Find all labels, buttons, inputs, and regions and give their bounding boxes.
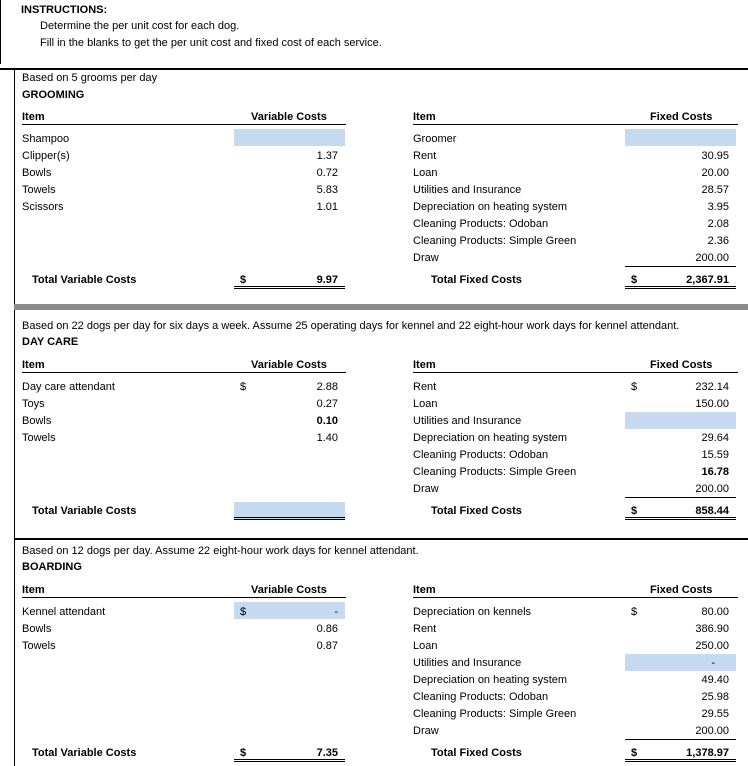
grooming-groomer-blank[interactable] bbox=[625, 129, 736, 146]
daycare-col-variable: Variable Costs bbox=[251, 359, 327, 371]
boarding-fixed-value: 200.00 bbox=[695, 725, 729, 737]
boarding-var-item: Kennel attendant bbox=[22, 606, 106, 618]
grooming-fixed-item: Cleaning Products: Simple Green bbox=[413, 235, 577, 247]
grooming-fixed-item: Depreciation on heating system bbox=[413, 201, 568, 213]
grooming-fixed-value: 3.95 bbox=[707, 201, 729, 213]
grooming-fixed-value: 30.95 bbox=[701, 150, 729, 162]
boarding-fixed-value: 80.00 bbox=[701, 606, 729, 618]
boarding-total-fixed-label: Total Fixed Costs bbox=[431, 747, 522, 759]
grooming-total-var-rule bbox=[234, 286, 345, 289]
daycare-fixed-item: Cleaning Products: Odoban bbox=[413, 449, 549, 461]
daycare-total-var-label: Total Variable Costs bbox=[32, 505, 137, 517]
grooming-fixed-item: Rent bbox=[413, 150, 437, 162]
grooming-header-rule-right bbox=[413, 124, 738, 125]
daycare-fixed-item: Cleaning Products: Simple Green bbox=[413, 466, 577, 478]
grooming-fixed-item: Groomer bbox=[413, 133, 457, 145]
boarding-var-value: 0.87 bbox=[316, 640, 338, 652]
boarding-title: BOARDING bbox=[22, 561, 82, 573]
grooming-var-value: 0.72 bbox=[316, 167, 338, 179]
grooming-total-fixed-value: 2,367.91 bbox=[686, 274, 729, 286]
daycare-var-currency: $ bbox=[240, 381, 247, 393]
grooming-col-item: Item bbox=[22, 111, 45, 123]
instructions-line-2: Fill in the blanks to get the per unit cost and fixed cost of each service. bbox=[40, 37, 382, 49]
boarding-col-item2: Item bbox=[413, 584, 436, 596]
daycare-col-fixed: Fixed Costs bbox=[650, 359, 713, 371]
daycare-header-rule-left bbox=[22, 372, 346, 373]
grooming-var-item: Shampoo bbox=[22, 133, 70, 145]
grooming-fixed-value: 2.08 bbox=[707, 218, 729, 230]
boarding-col-variable: Variable Costs bbox=[251, 584, 327, 596]
daycare-fixed-subtotal-rule bbox=[625, 497, 736, 498]
boarding-fixed-value: 25.98 bbox=[701, 691, 729, 703]
boarding-total-fixed-rule bbox=[625, 759, 736, 762]
grooming-basis: Based on 5 grooms per day bbox=[22, 72, 158, 84]
grooming-fixed-item: Utilities and Insurance bbox=[413, 184, 522, 196]
daycare-col-item: Item bbox=[22, 359, 45, 371]
boarding-total-var-currency: $ bbox=[240, 747, 247, 759]
grooming-var-value: 5.83 bbox=[316, 184, 338, 196]
daycare-border bbox=[14, 310, 15, 538]
daycare-var-item: Toys bbox=[22, 398, 45, 410]
grooming-fixed-value: 200.00 bbox=[695, 252, 729, 264]
grooming-title: GROOMING bbox=[22, 89, 85, 101]
daycare-col-item2: Item bbox=[413, 359, 436, 371]
boarding-total-var-value: 7.35 bbox=[316, 747, 338, 759]
boarding-fixed-value: 386.90 bbox=[695, 623, 729, 635]
section-divider bbox=[14, 538, 748, 540]
grooming-var-item: Towels bbox=[22, 184, 56, 196]
boarding-total-fixed-currency: $ bbox=[631, 747, 638, 759]
grooming-total-fixed-currency: $ bbox=[631, 274, 638, 286]
boarding-col-fixed: Fixed Costs bbox=[650, 584, 713, 596]
daycare-fixed-value: 200.00 bbox=[695, 483, 729, 495]
grooming-fixed-value: 20.00 bbox=[701, 167, 729, 179]
grooming-total-var-currency: $ bbox=[240, 274, 247, 286]
grooming-var-value: 1.37 bbox=[316, 150, 338, 162]
boarding-header-rule-right bbox=[413, 597, 738, 598]
daycare-var-value: 2.88 bbox=[316, 381, 338, 393]
daycare-fixed-item: Depreciation on heating system bbox=[413, 432, 568, 444]
grooming-total-var-value: 9.97 bbox=[316, 274, 338, 286]
section-divider bbox=[14, 304, 748, 310]
boarding-total-var-label: Total Variable Costs bbox=[32, 747, 137, 759]
boarding-fixed-item: Loan bbox=[413, 640, 438, 652]
daycare-total-fixed-rule bbox=[625, 517, 736, 520]
daycare-fixed-value: 15.59 bbox=[701, 449, 729, 461]
boarding-var-item: Bowls bbox=[22, 623, 52, 635]
boarding-header-rule-left bbox=[22, 597, 346, 598]
daycare-total-fixed-label: Total Fixed Costs bbox=[431, 505, 522, 517]
boarding-fixed-currency: $ bbox=[631, 606, 638, 618]
daycare-fixed-item: Utilities and Insurance bbox=[413, 415, 522, 427]
daycare-basis: Based on 22 dogs per day for six days a week. Assume 25 operating days for kennel and 22 eight-hour work days for kennel attendant. bbox=[22, 320, 680, 332]
daycare-var-item: Bowls bbox=[22, 415, 52, 427]
grooming-var-item: Clipper(s) bbox=[22, 150, 70, 162]
grooming-shampoo-blank[interactable] bbox=[234, 129, 345, 146]
daycare-title: DAY CARE bbox=[22, 336, 79, 348]
grooming-fixed-item: Cleaning Products: Odoban bbox=[413, 218, 549, 230]
grooming-var-item: Bowls bbox=[22, 167, 52, 179]
grooming-fixed-value: 28.57 bbox=[701, 184, 729, 196]
grooming-fixed-item: Loan bbox=[413, 167, 438, 179]
daycare-var-item: Day care attendant bbox=[22, 381, 115, 393]
daycare-var-value: 0.10 bbox=[316, 415, 338, 427]
instructions-line-1: Determine the per unit cost for each dog. bbox=[40, 20, 240, 32]
daycare-total-var-rule bbox=[234, 517, 345, 520]
grooming-border bbox=[14, 68, 15, 304]
grooming-header-rule-left bbox=[22, 124, 346, 125]
boarding-basis: Based on 12 dogs per day. Assume 22 eight-hour work days for kennel attendant. bbox=[22, 545, 419, 557]
daycare-fixed-value: 29.64 bbox=[701, 432, 729, 444]
daycare-header-rule-right bbox=[413, 372, 738, 373]
daycare-var-value: 1.40 bbox=[316, 432, 338, 444]
grooming-total-fixed-rule bbox=[625, 286, 736, 289]
grooming-total-fixed-label: Total Fixed Costs bbox=[431, 274, 522, 286]
instructions-border bbox=[0, 0, 1, 64]
daycare-total-fixed-value: 858.44 bbox=[695, 505, 729, 517]
boarding-col-item: Item bbox=[22, 584, 45, 596]
daycare-var-value: 0.27 bbox=[316, 398, 338, 410]
daycare-var-item: Towels bbox=[22, 432, 56, 444]
section-divider bbox=[0, 68, 748, 70]
boarding-var-value: 0.86 bbox=[316, 623, 338, 635]
daycare-utilities-blank[interactable] bbox=[625, 412, 736, 429]
boarding-fixed-item: Draw bbox=[413, 725, 439, 737]
grooming-var-value: 1.01 bbox=[316, 201, 338, 213]
grooming-fixed-subtotal-rule bbox=[625, 266, 736, 267]
grooming-fixed-item: Draw bbox=[413, 252, 439, 264]
boarding-fixed-value[interactable]: - bbox=[711, 657, 715, 669]
boarding-var-value[interactable]: - bbox=[334, 606, 338, 618]
boarding-var-currency: $ bbox=[240, 606, 247, 618]
grooming-col-item2: Item bbox=[413, 111, 436, 123]
grooming-total-var-label: Total Variable Costs bbox=[32, 274, 137, 286]
daycare-fixed-item: Rent bbox=[413, 381, 437, 393]
boarding-total-var-rule bbox=[234, 759, 345, 762]
grooming-col-fixed: Fixed Costs bbox=[650, 111, 713, 123]
instructions-title: INSTRUCTIONS: bbox=[21, 4, 108, 16]
boarding-fixed-item: Depreciation on kennels bbox=[413, 606, 532, 618]
boarding-fixed-item: Depreciation on heating system bbox=[413, 674, 568, 686]
boarding-total-fixed-value: 1,378.97 bbox=[686, 747, 729, 759]
daycare-fixed-value: 232.14 bbox=[695, 381, 729, 393]
daycare-fixed-value: 150.00 bbox=[695, 398, 729, 410]
grooming-var-item: Scissors bbox=[22, 201, 64, 213]
grooming-col-variable: Variable Costs bbox=[251, 111, 327, 123]
grooming-fixed-value: 2.36 bbox=[707, 235, 729, 247]
boarding-fixed-item: Rent bbox=[413, 623, 437, 635]
boarding-fixed-value: 49.40 bbox=[701, 674, 729, 686]
daycare-fixed-currency: $ bbox=[631, 381, 638, 393]
boarding-fixed-item: Cleaning Products: Simple Green bbox=[413, 708, 577, 720]
daycare-fixed-item: Draw bbox=[413, 483, 439, 495]
daycare-total-fixed-currency: $ bbox=[631, 505, 638, 517]
boarding-fixed-item: Utilities and Insurance bbox=[413, 657, 522, 669]
boarding-fixed-subtotal-rule bbox=[625, 739, 736, 740]
boarding-var-item: Towels bbox=[22, 640, 56, 652]
boarding-border bbox=[14, 540, 15, 766]
boarding-fixed-item: Cleaning Products: Odoban bbox=[413, 691, 549, 703]
daycare-fixed-item: Loan bbox=[413, 398, 438, 410]
boarding-fixed-value: 29.55 bbox=[701, 708, 729, 720]
daycare-fixed-value: 16.78 bbox=[701, 466, 729, 478]
boarding-fixed-value: 250.00 bbox=[695, 640, 729, 652]
